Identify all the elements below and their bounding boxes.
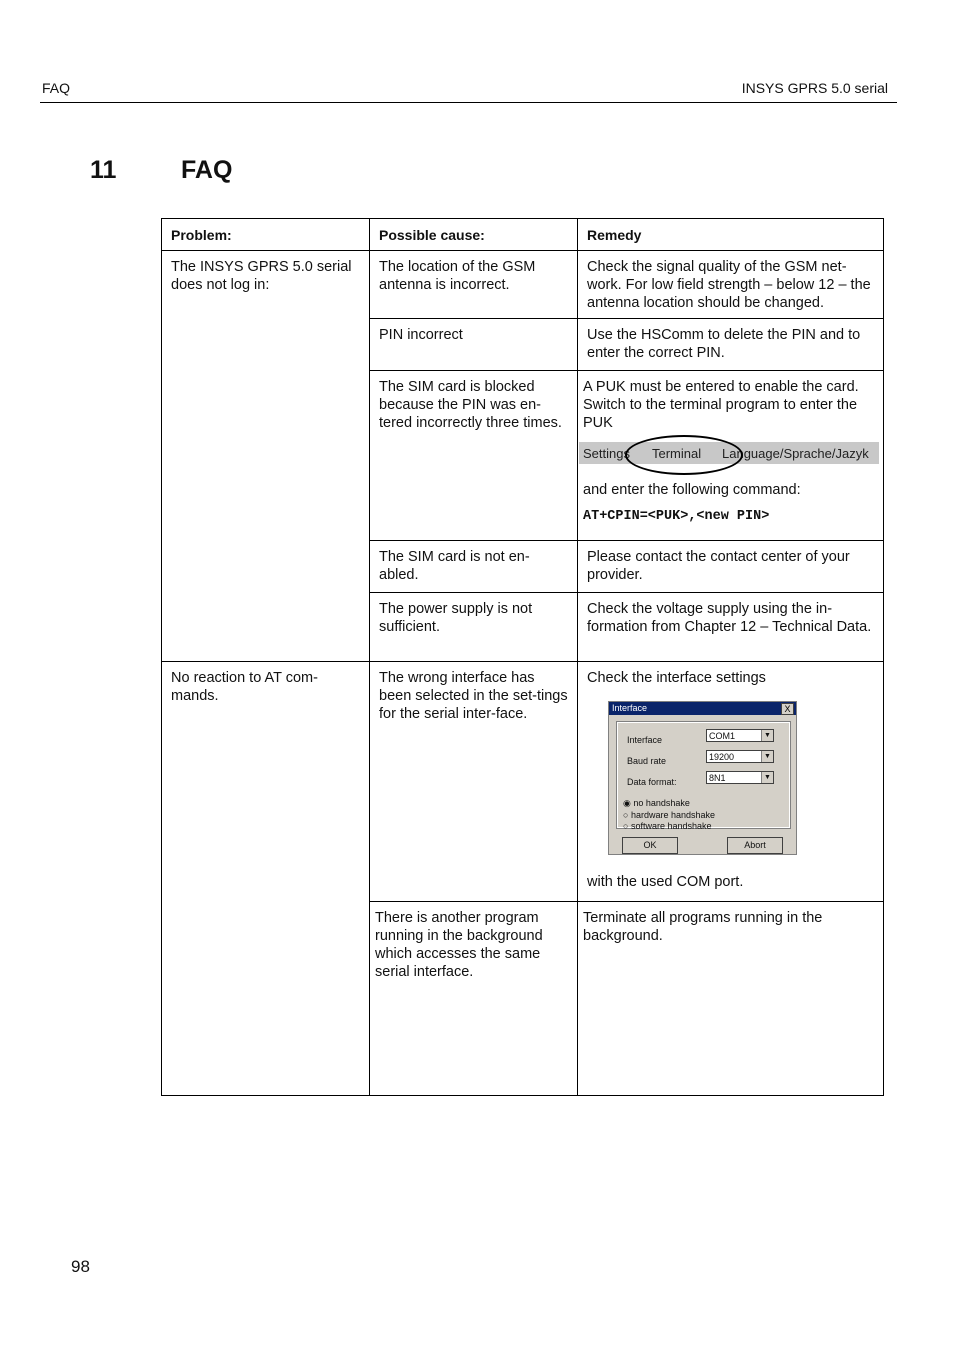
faq-table [161, 218, 884, 1096]
menu-language: Language/Sprache/Jazyk [722, 446, 869, 461]
interface-combo [706, 729, 774, 742]
check-interface-text: Check the interface settings [587, 670, 766, 686]
abort-button: Abort [727, 837, 783, 854]
chapter-title: FAQ [181, 156, 233, 184]
header-rule [40, 102, 897, 103]
data-format-label: Data format: [627, 777, 677, 787]
remedy-cell: Please contact the contact center of your provider. [578, 541, 884, 593]
remedy-cell: Terminate all programs running in the background. [578, 902, 884, 1096]
puk-command: AT+CPIN=<PUK>,<new PIN> [583, 509, 770, 524]
problem-cell: No reaction to AT com-mands. [162, 662, 370, 1096]
data-format-value: 8N1 [709, 773, 726, 783]
table-header-row [162, 219, 884, 251]
chevron-down-icon: ▼ [761, 730, 773, 741]
cause-cell: PIN incorrect [370, 319, 578, 371]
remedy-cell [578, 662, 884, 902]
cause-cell: The wrong interface has been selected in the set-tings for the serial inter-face. [370, 662, 578, 902]
interface-dialog [608, 701, 797, 855]
table-row [162, 251, 884, 319]
menu-settings: Settings [583, 446, 630, 461]
remedy-cell: Check the voltage supply using the in-formation from Chapter 12 – Technical Data. [578, 593, 884, 662]
radio-label: software handshake [630, 821, 712, 831]
chevron-down-icon: ▼ [761, 772, 773, 783]
remedy-cell: Check the signal quality of the GSM net-work. For low field strength – below 12 – the antenna location should be changed. [578, 251, 884, 319]
header-problem: Problem: [162, 219, 370, 251]
radio-label: hardware handshake [630, 810, 715, 820]
cause-cell: The SIM card is not en-abled. [370, 541, 578, 593]
radio-hardware-handshake: ○ hardware handshake [623, 810, 715, 820]
chevron-down-icon: ▼ [761, 751, 773, 762]
radio-no-handshake: ◉ no handshake [623, 798, 690, 808]
highlight-ellipse [625, 435, 743, 475]
baud-rate-label: Baud rate [627, 756, 667, 766]
interface-value: COM1 [709, 731, 736, 741]
menu-terminal: Terminal [652, 446, 702, 461]
page-number: 98 [71, 1257, 90, 1276]
remedy-cell [578, 371, 884, 541]
running-header-left: FAQ [42, 80, 71, 96]
problem-cell: The INSYS GPRS 5.0 serial does not log in: [162, 251, 370, 662]
close-icon: X [781, 703, 794, 715]
interface-label: Interface [627, 735, 663, 745]
chapter-number: 11 [90, 156, 117, 184]
enter-command-text: and enter the following command: [583, 482, 801, 498]
com-port-text: with the used COM port. [587, 874, 744, 890]
cause-cell: The SIM card is blocked because the PIN was en-tered incorrectly three times. [370, 371, 578, 541]
terminal-menu-bar [579, 442, 879, 464]
dialog-title: Interface [609, 702, 796, 715]
header-remedy: Remedy [578, 219, 884, 251]
radio-software-handshake: ○ software handshake [623, 821, 712, 831]
cause-cell: The location of the GSM antenna is incorrect. [370, 251, 578, 319]
ok-button: OK [622, 837, 678, 854]
radio-label: no handshake [633, 798, 690, 808]
puk-instructions: A PUK must be entered to enable the card. Switch to the terminal program to enter the PUK [583, 379, 859, 431]
remedy-cell: Use the HSComm to delete the PIN and to enter the correct PIN. [578, 319, 884, 371]
cause-cell: The power supply is not sufficient. [370, 593, 578, 662]
dialog-panel [617, 722, 790, 831]
data-format-combo [706, 771, 774, 784]
baud-rate-combo [706, 750, 774, 763]
table-row [162, 662, 884, 902]
running-header-right: INSYS GPRS 5.0 serial [741, 80, 888, 96]
cause-cell: There is another program running in the background which accesses the same serial interface. [370, 902, 578, 1096]
baud-rate-value: 19200 [709, 752, 735, 762]
header-cause: Possible cause: [370, 219, 578, 251]
